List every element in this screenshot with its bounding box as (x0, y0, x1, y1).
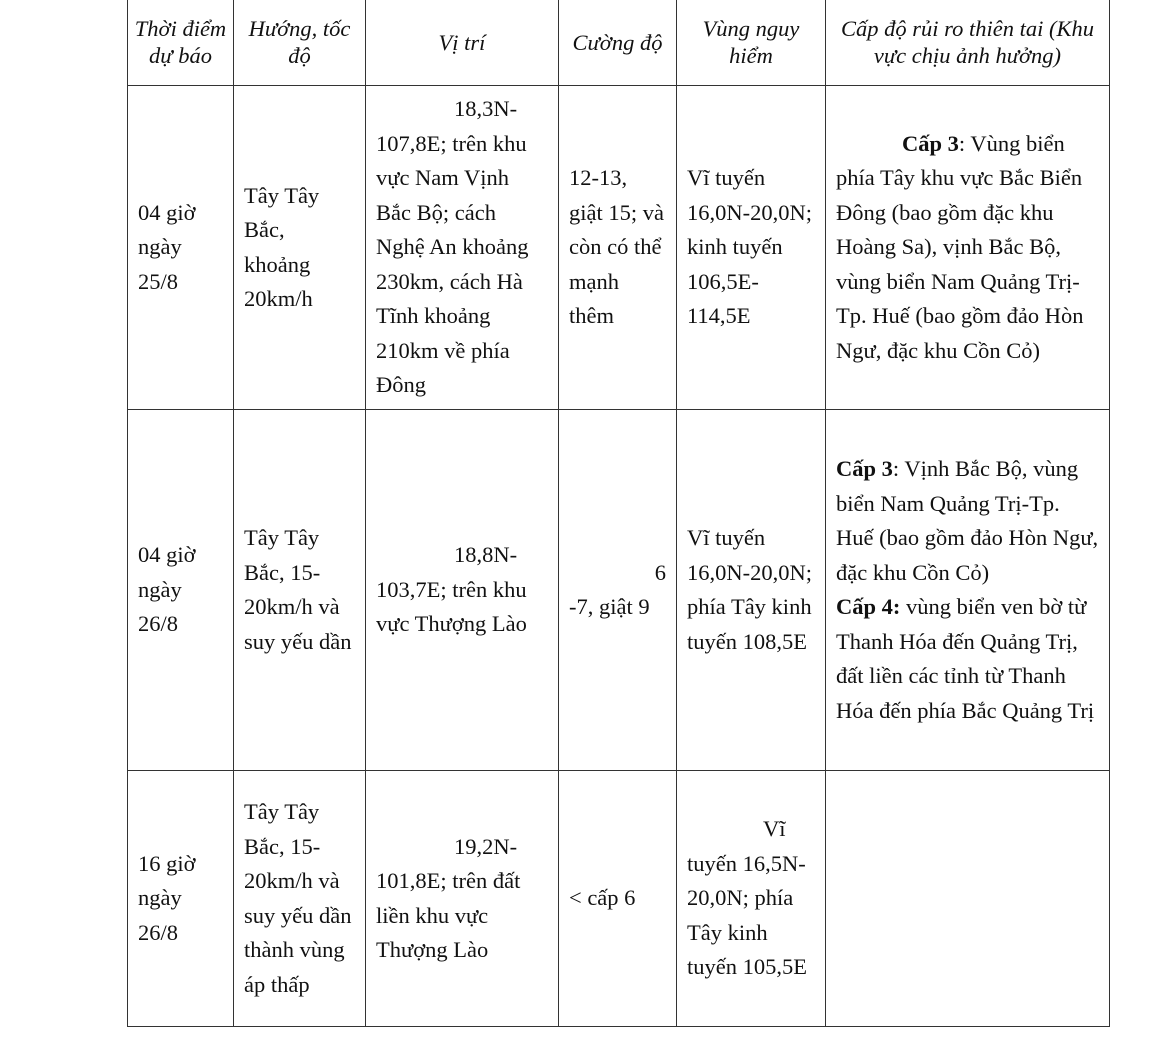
header-direction: Hướng, tốc độ (234, 0, 366, 86)
header-position: Vị trí (366, 0, 559, 86)
forecast-table (127, 0, 1110, 1027)
table-row (128, 771, 1110, 1027)
risk-text: vùng biển ven bờ từ Thanh Hóa đến Quảng Trị, đất liền các tỉnh từ Thanh Hóa đến phía Bắc Quảng Trị (836, 594, 1095, 723)
header-row (128, 0, 1110, 86)
cell-danger-zone: Vĩ tuyến 16,0N-20,0N; phía Tây kinh tuyến 108,5E (677, 410, 826, 771)
cell-direction: Tây Tây Bắc, khoảng 20km/h (234, 86, 366, 410)
cell-danger-zone (677, 771, 826, 1027)
cell-risk-level (826, 410, 1110, 771)
cell-intensity-first: 6 (654, 559, 666, 585)
cell-danger-zone-first: Vĩ (763, 816, 786, 842)
cell-position-rest: 107,8E; trên khu vực Nam Vịnh Bắc Bộ; cách Nghệ An khoảng 230km, cách Hà Tĩnh khoảng 210km về phía Đông (376, 130, 529, 398)
cell-direction: Tây Tây Bắc, 15-20km/h và suy yếu dần (234, 410, 366, 771)
cell-position-rest: 103,7E; trên khu vực Thượng Lào (376, 576, 527, 637)
cell-time: 04 giờ ngày 26/8 (128, 410, 234, 771)
table-row (128, 410, 1110, 771)
cell-position-first: 18,3N- (454, 96, 518, 122)
risk-label: Cấp 3 (836, 456, 893, 481)
cell-risk-level (826, 771, 1110, 1027)
header-time: Thời điểm dự báo (128, 0, 234, 86)
cell-position-first: 19,2N- (454, 833, 518, 859)
cell-time: 16 giờ ngày 26/8 (128, 771, 234, 1027)
cell-position-rest: 101,8E; trên đất liền khu vực Thượng Lào (376, 868, 521, 962)
cell-direction: Tây Tây Bắc, 15-20km/h và suy yếu dần thành vùng áp thấp (234, 771, 366, 1027)
cell-position-first: 18,8N- (454, 542, 518, 568)
cell-intensity-rest: -7, giật 9 (569, 594, 650, 619)
header-danger-zone: Vùng nguy hiểm (677, 0, 826, 86)
cell-intensity (559, 410, 677, 771)
table-row (128, 86, 1110, 410)
cell-danger-zone-rest: tuyến 16,5N-20,0N; phía Tây kinh tuyến 105,5E (687, 850, 807, 980)
cell-intensity: < cấp 6 (559, 771, 677, 1027)
cell-intensity: 12-13, giật 15; và còn có thể mạnh thêm (559, 86, 677, 410)
header-intensity: Cường độ (559, 0, 677, 86)
risk-text: : Vùng biển phía Tây khu vực Bắc Biển Đông (bao gồm đặc khu Hoàng Sa), vịnh Bắc Bộ, vùng biển Nam Quảng Trị-Tp. Huế (bao gồm đảo Hòn Ngư, đặc khu Cồn Cỏ) (836, 130, 1084, 363)
risk-label: Cấp 4: (836, 594, 901, 619)
risk-label: Cấp 3 (902, 130, 959, 156)
risk-text: : Vịnh Bắc Bộ, vùng biển Nam Quảng Trị-Tp. Huế (bao gồm đảo Hòn Ngư, đặc khu Cồn Cỏ) (836, 456, 1099, 585)
cell-position (366, 771, 559, 1027)
cell-danger-zone: Vĩ tuyến 16,0N-20,0N; kinh tuyến 106,5E-114,5E (677, 86, 826, 410)
cell-position (366, 410, 559, 771)
cell-time: 04 giờ ngày 25/8 (128, 86, 234, 410)
cell-position (366, 86, 559, 410)
cell-risk-level (826, 86, 1110, 410)
header-risk-level: Cấp độ rủi ro thiên tai (Khu vực chịu ảnh hưởng) (826, 0, 1110, 86)
